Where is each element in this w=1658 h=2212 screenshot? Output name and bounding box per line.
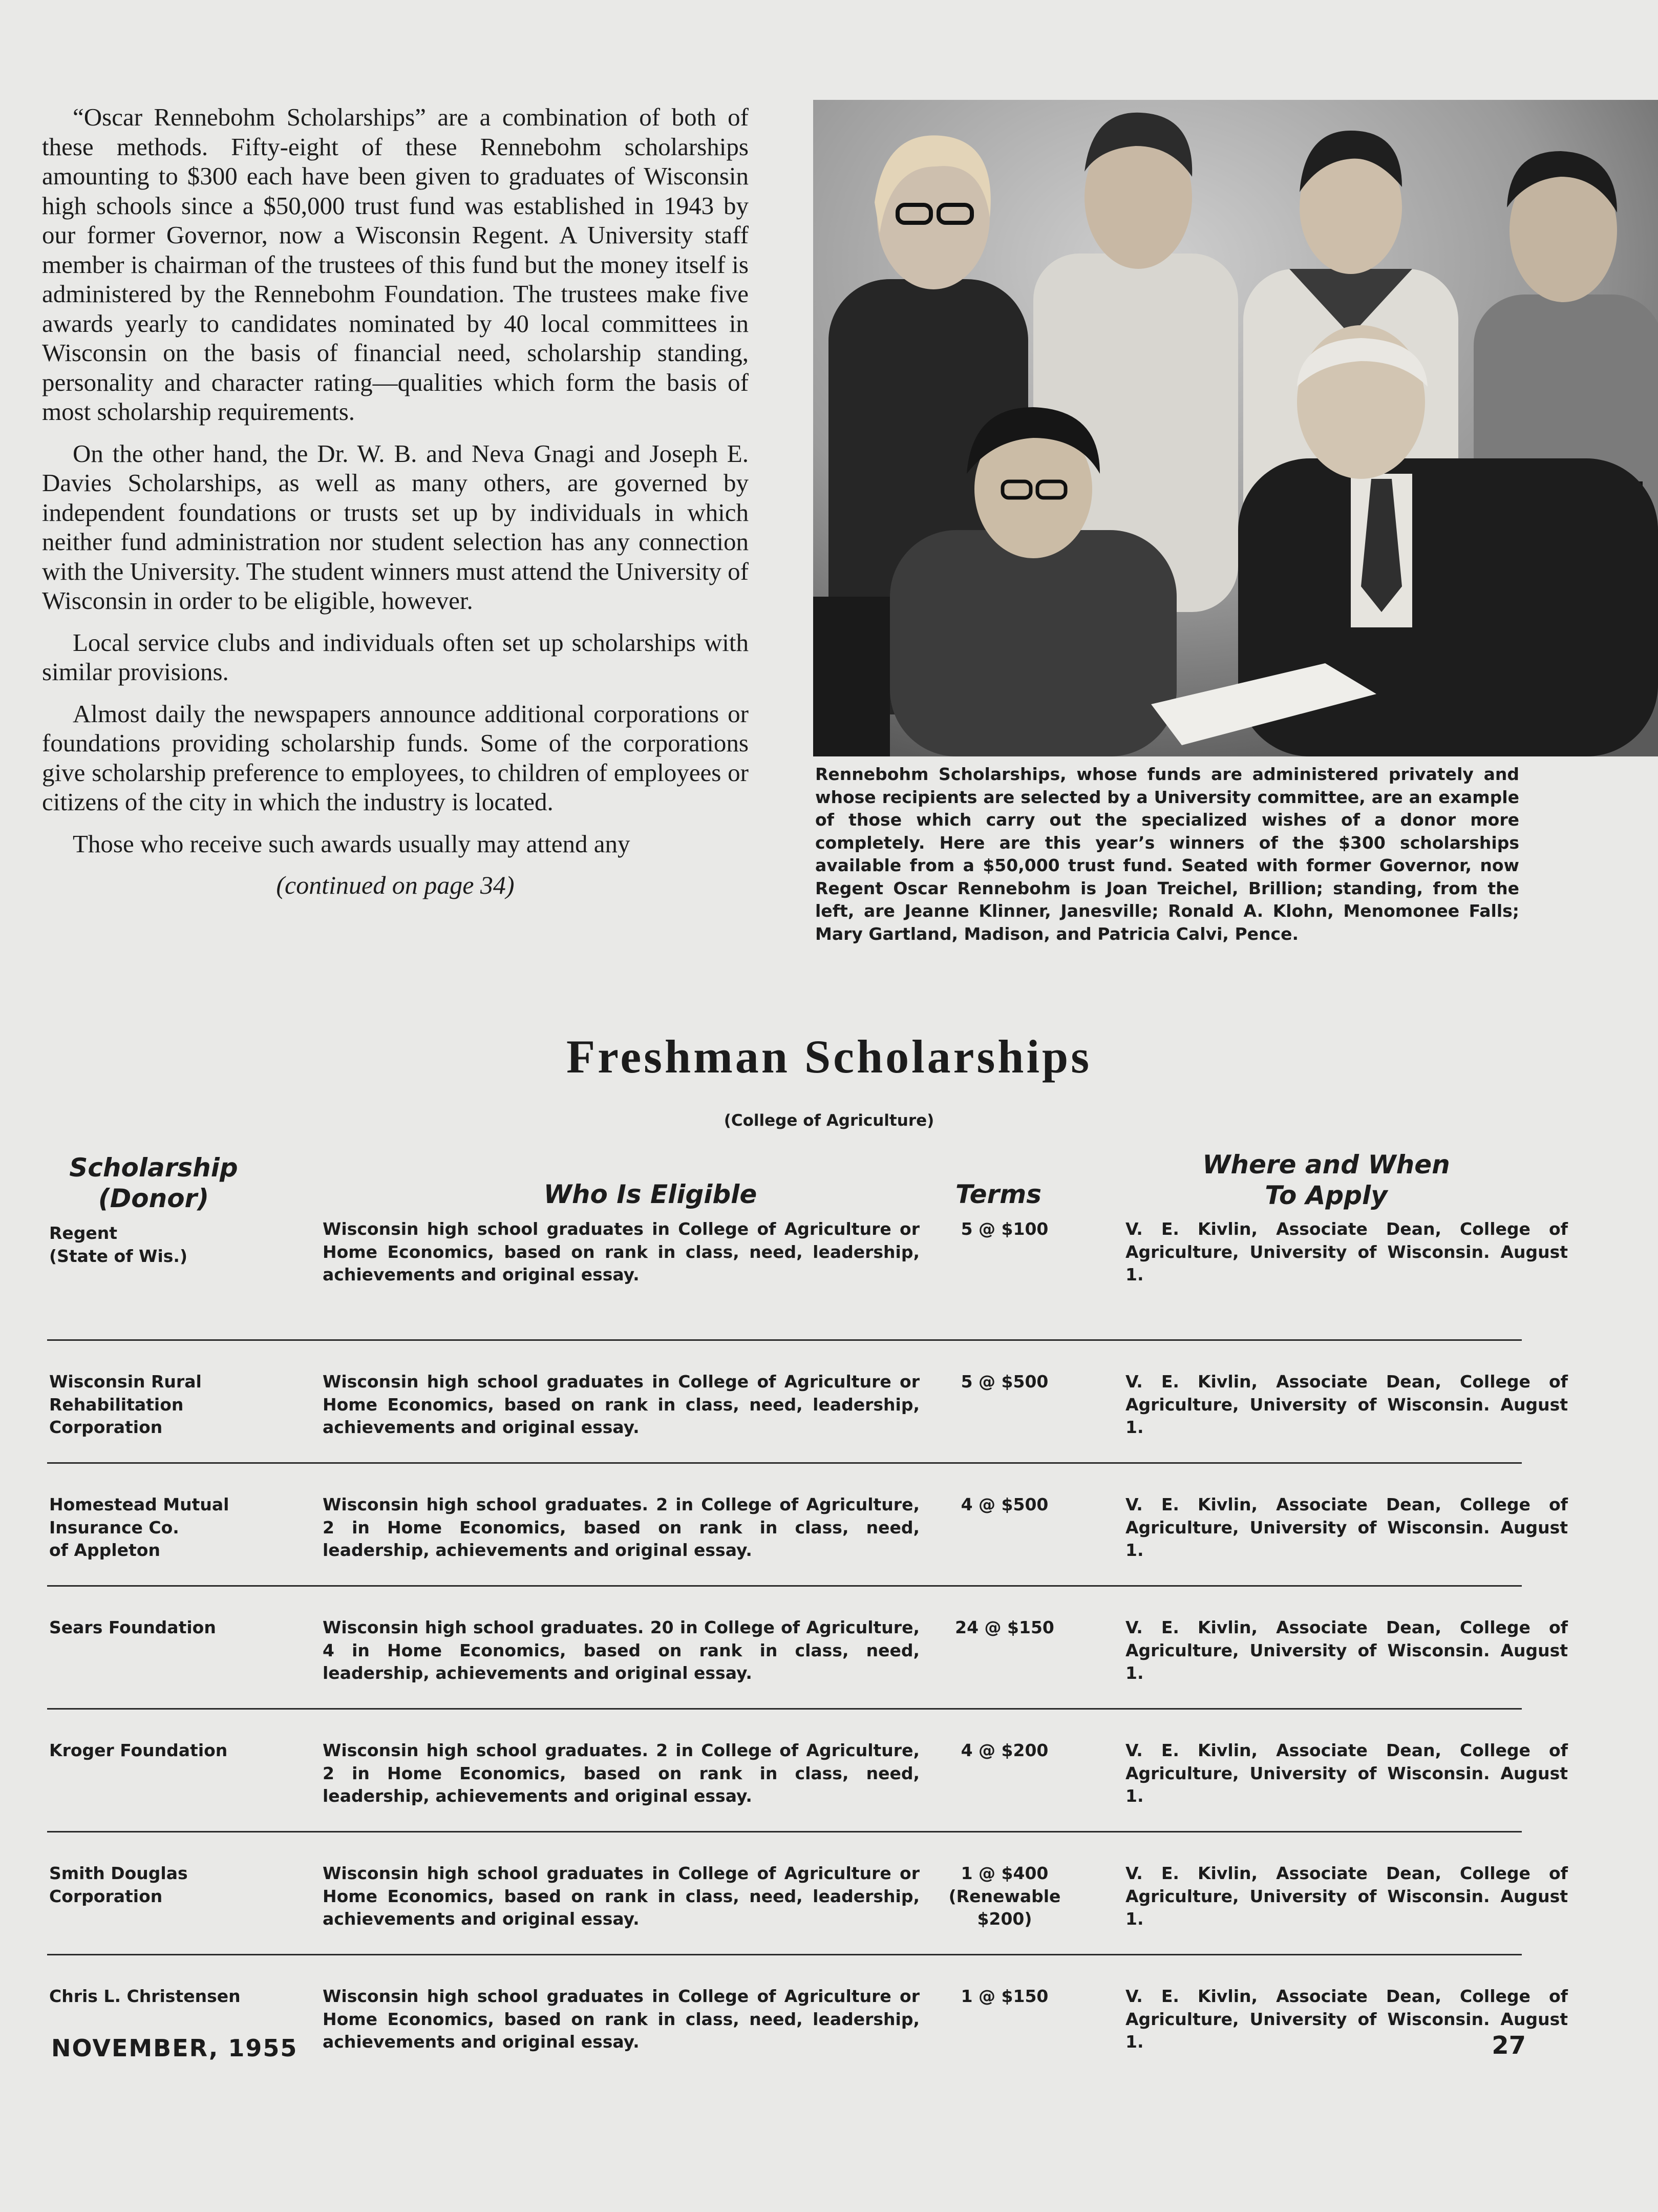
donor-cell — [49, 1371, 305, 1439]
terms-line: 4 @ $200 — [961, 1740, 1049, 1760]
terms-line: $200) — [977, 1909, 1032, 1929]
terms-cell — [918, 1739, 1092, 1762]
header-scholarship — [61, 1152, 246, 1214]
donor-cell — [49, 1222, 305, 1268]
article-body — [42, 102, 749, 913]
terms-line: 5 @ $100 — [961, 1219, 1049, 1239]
where-cell: V. E. Kivlin, Associate Dean, College of Agriculture, University of Wisconsin. August 1. — [1125, 1617, 1568, 1683]
header-terms: Terms — [955, 1179, 1042, 1209]
table-row — [47, 1464, 1568, 1587]
donor-line: Chris L. Christensen — [49, 1986, 241, 2006]
header-scholarship-line1: Scholarship — [69, 1153, 238, 1183]
page-number: 27 — [1492, 2031, 1526, 2060]
eligibility-cell: Wisconsin high school graduates. 2 in College of Agriculture, 2 in Home Economics, based on rank in class, need, leadership, achievements and original essay. — [323, 1740, 920, 1806]
scholarship-table — [47, 1218, 1568, 2077]
donor-line: (State of Wis.) — [49, 1246, 188, 1266]
where-cell: V. E. Kivlin, Associate Dean, College of Agriculture, University of Wisconsin. August 1. — [1125, 1219, 1568, 1284]
table-row — [47, 1710, 1568, 1832]
donor-cell — [49, 1862, 305, 1908]
eligibility-cell: Wisconsin high school graduates in College of Agriculture or Home Economics, based on rank in class, need, leadership, achievements and original essay. — [323, 1986, 920, 2052]
terms-cell — [918, 1985, 1092, 2008]
donor-line: Wisconsin Rural — [49, 1372, 202, 1392]
donor-cell — [49, 1985, 305, 2008]
where-cell: V. E. Kivlin, Associate Dean, College of Agriculture, University of Wisconsin. August 1. — [1125, 1494, 1568, 1560]
terms-cell — [918, 1493, 1092, 1516]
chair-back — [813, 597, 890, 756]
terms-line: 5 @ $500 — [961, 1372, 1049, 1392]
table-row — [47, 1341, 1568, 1464]
photo-illustration — [813, 100, 1658, 756]
donor-line: Homestead Mutual — [49, 1494, 229, 1514]
donor-line: Kroger Foundation — [49, 1740, 228, 1760]
donor-line: Corporation — [49, 1886, 163, 1906]
terms-line: 24 @ $150 — [955, 1617, 1054, 1637]
terms-cell — [918, 1218, 1092, 1241]
eligibility-cell: Wisconsin high school graduates in College of Agriculture or Home Economics, based on rank in class, need, leadership, achievements and original essay. — [323, 1219, 920, 1284]
terms-cell — [918, 1862, 1092, 1931]
donor-cell — [49, 1616, 305, 1639]
header-scholarship-line2: (Donor) — [98, 1184, 209, 1213]
donor-line: Regent — [49, 1223, 118, 1243]
section-title: Freshman Scholarships — [566, 1030, 1092, 1083]
header-where-line1: Where and When — [1202, 1150, 1450, 1179]
donor-line: of Appleton — [49, 1540, 160, 1560]
article-paragraph-4: Almost daily the newspapers announce additional corporations or foundations providing scholarship funds. Some of the corporations give scholarship preference to employees, to children of employees or citizens of the city in which the industry is located. — [42, 699, 749, 816]
scholarship-winners-photo — [813, 100, 1658, 756]
where-cell: V. E. Kivlin, Associate Dean, College of Agriculture, University of Wisconsin. August 1. — [1125, 1740, 1568, 1806]
donor-line: Rehabilitation — [49, 1394, 184, 1415]
terms-line: 1 @ $150 — [961, 1986, 1049, 2006]
article-paragraph-3: Local service clubs and individuals often set up scholarships with similar provisions. — [42, 628, 749, 686]
where-cell: V. E. Kivlin, Associate Dean, College of Agriculture, University of Wisconsin. August 1. — [1125, 1863, 1568, 1929]
donor-line: Corporation — [49, 1417, 163, 1437]
donor-line: Insurance Co. — [49, 1517, 179, 1537]
terms-cell — [918, 1371, 1092, 1394]
eligibility-cell: Wisconsin high school graduates. 2 in College of Agriculture, 2 in Home Economics, based on rank in class, need, leadership, achievements and original essay. — [323, 1494, 920, 1560]
article-paragraph-5: Those who receive such awards usually may attend any — [73, 829, 630, 858]
terms-line: (Renewable — [948, 1886, 1061, 1906]
table-row — [47, 1832, 1568, 1955]
terms-cell — [918, 1616, 1092, 1639]
donor-cell — [49, 1739, 305, 1762]
photo-caption: Rennebohm Scholarships, whose funds are administered privately and whose recipients are selected by a University committee, are an example of those which carry out the specialized wishes of a donor more completely. Here are this year’s winners of the $300 scholarships available from a $50,000 trust fund. Seated with former Governor, now Regent Oscar Rennebohm is Joan Treichel, Brillion; standing, from the left, are Jeanne Klinner, Janesville; Ronald A. Klohn, Menomonee Falls; Mary Gartland, Madison, and Patricia Calvi, Pence. — [815, 764, 1519, 944]
article-paragraph-2: On the other hand, the Dr. W. B. and Neva Gnagi and Joseph E. Davies Scholarships, as well as many others, are governed by independent foundations or trusts set up by individuals in which neither fund administration nor student selection has any connection with the University. The student winners must attend the University of Wisconsin in order to be eligible, however. — [42, 439, 749, 615]
header-where-line2: To Apply — [1265, 1181, 1388, 1210]
header-who-is-eligible: Who Is Eligible — [543, 1179, 757, 1209]
section-subtitle: (College of Agriculture) — [724, 1111, 934, 1130]
table-row — [47, 1218, 1568, 1341]
issue-date: NOVEMBER, 1955 — [51, 2034, 298, 2062]
donor-cell — [49, 1493, 305, 1562]
eligibility-cell: Wisconsin high school graduates in College of Agriculture or Home Economics, based on rank in class, need, leadership, achievements and original essay. — [323, 1863, 920, 1929]
donor-line: Smith Douglas — [49, 1863, 188, 1883]
donor-line: Sears Foundation — [49, 1617, 216, 1637]
where-cell: V. E. Kivlin, Associate Dean, College of Agriculture, University of Wisconsin. August 1. — [1125, 1372, 1568, 1437]
article-paragraph-1: “Oscar Rennebohm Scholarships” are a combination of both of these methods. Fifty-eight of these Rennebohm scholarships amounting to $300 each have been given to graduates of Wisconsin high schools since a $50,000 trust fund was established in 1943 by our former Governor, now a Wisconsin Regent. A University staff member is chairman of the trustees of this fund but the money itself is administered by the Rennebohm Foundation. The trustees make five awards yearly to candidates nominated by 40 local committees in Wisconsin on the basis of financial need, scholarship standing, personality and character rating—qualities which form the basis of most scholarship requirements. — [42, 103, 749, 426]
where-cell: V. E. Kivlin, Associate Dean, College of Agriculture, University of Wisconsin. August 1. — [1125, 1986, 1568, 2052]
table-row — [47, 1587, 1568, 1710]
terms-line: 1 @ $400 — [961, 1863, 1049, 1883]
terms-line: 4 @ $500 — [961, 1494, 1049, 1514]
eligibility-cell: Wisconsin high school graduates. 20 in College of Agriculture, 4 in Home Economics, based on rank in class, need, leadership, achievements and original essay. — [323, 1617, 920, 1683]
continued-note: (continued on page 34) — [276, 871, 515, 899]
eligibility-cell: Wisconsin high school graduates in College of Agriculture or Home Economics, based on rank in class, need, leadership, achievements and original essay. — [323, 1372, 920, 1437]
header-where-when — [1142, 1149, 1511, 1211]
